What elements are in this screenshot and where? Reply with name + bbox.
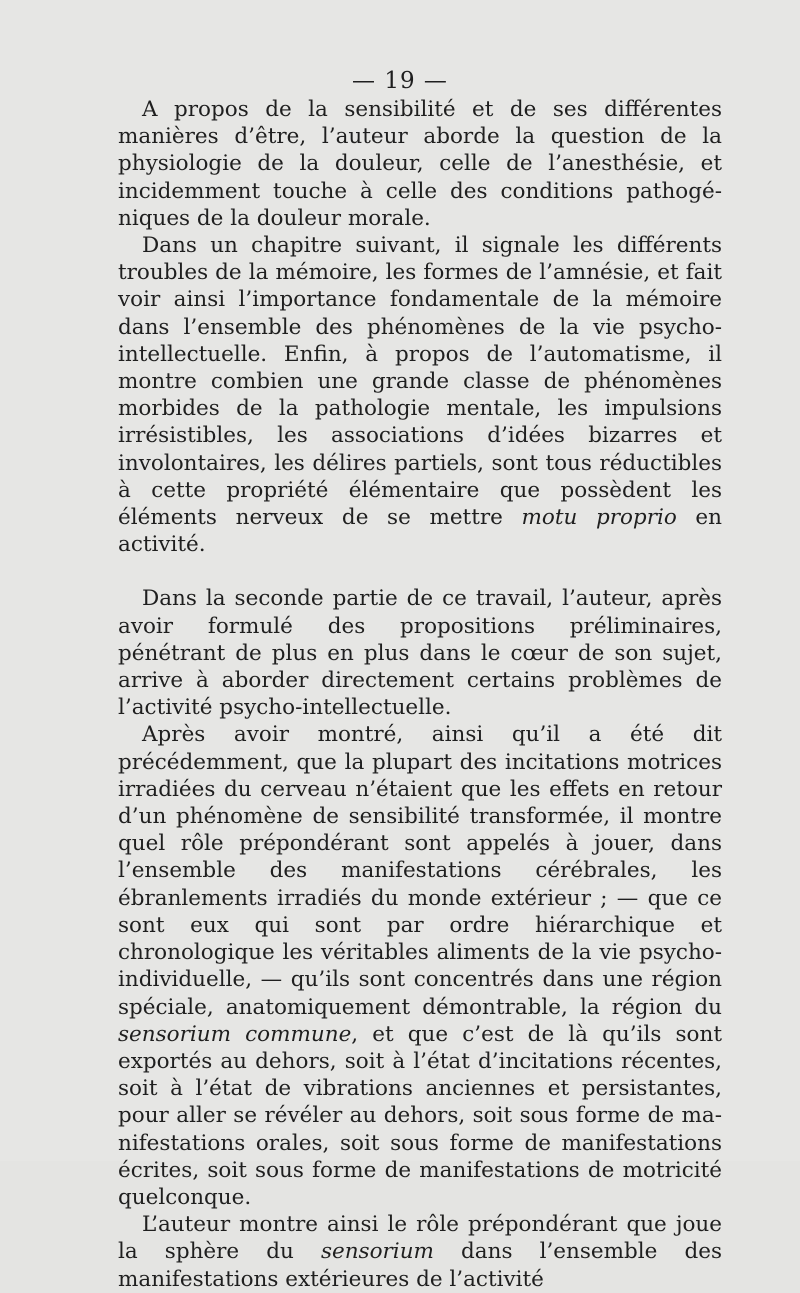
paragraph xyxy=(118,96,722,232)
text-run: , et que c’est de là qu’ils sont exportés au dehors, soit à l’état d’incitations récentes, soit à l’état de vibrations anciennes et persistantes, pour aller se révéler au dehors, soit sous forme de manifestations orales, soit sous forme de manifestations écrites, soit sous forme de manifestations de motricité quelconque. xyxy=(118,1021,722,1210)
italic-phrase: motu proprio xyxy=(521,505,677,531)
text-run: en activité. xyxy=(118,505,723,558)
text-run: dans l’ensemble des manifestations extérieures de l’activité xyxy=(118,1239,722,1292)
paragraph xyxy=(118,1211,722,1293)
italic-phrase: sensorium commune xyxy=(118,1021,352,1047)
text-run: A propos de la sensibilité et de ses différentes manières d’être, l’auteur aborde la question de la physiologie de la douleur, celle de l’anesthésie, et incidemment touche à celle des conditions pathogéniques de la douleur morale. xyxy=(118,97,722,231)
text-run: Dans la seconde partie de ce travail, l’auteur, après avoir formulé des propositions préliminaires, pénétrant de plus en plus dans le cœur de son sujet, arrive à aborder directement certains problèmes de l’activité psycho-intellectuelle. xyxy=(118,586,722,721)
paragraph xyxy=(118,721,722,1211)
body-text xyxy=(118,96,722,1293)
italic-phrase: sensorium xyxy=(320,1239,434,1265)
paragraph xyxy=(118,585,722,721)
page-number: — 19 — xyxy=(352,68,448,94)
text-run: Après avoir montré, ainsi qu’il a été dit précédemment, que la plupart des incitations motrices irradiées du cerveau n’étaient que les effets en retour d’un phénomène de sensibilité transformée, il montre quel rôle prépondérant sont appelés à jouer, dans l’ensemble des manifestations cérébrales, les ébranlements irradiés du monde extérieur ; — que ce sont eux qui sont par ordre hiérarchique et chronologique les véritables aliments de la vie psycho-individuelle, — qu’ils sont concentrés dans une région spéciale, anatomiquement démontrable, la région du xyxy=(118,722,722,1020)
text-run: L’auteur montre ainsi le rôle prépondérant que joue la sphère du xyxy=(118,1212,722,1265)
paragraph xyxy=(118,232,722,558)
text-run: Dans un chapitre suivant, il signale les différents troubles de la mémoire, les formes de l’amnésie, et fait voir ainsi l’importance fondamentale de la mémoire dans l’ensemble des phénomènes de la vie psycho-intellectuelle. Enfin, à propos de l’automatisme, il montre combien une grande classe de phénomènes morbides de la pathologie mentale, les impulsions irrésistibles, les associations d’idées bizarres et involontaires, les délires partiels, sont tous réductibles à cette propriété élémentaire que possèdent les éléments nerveux de se mettre xyxy=(118,233,722,531)
